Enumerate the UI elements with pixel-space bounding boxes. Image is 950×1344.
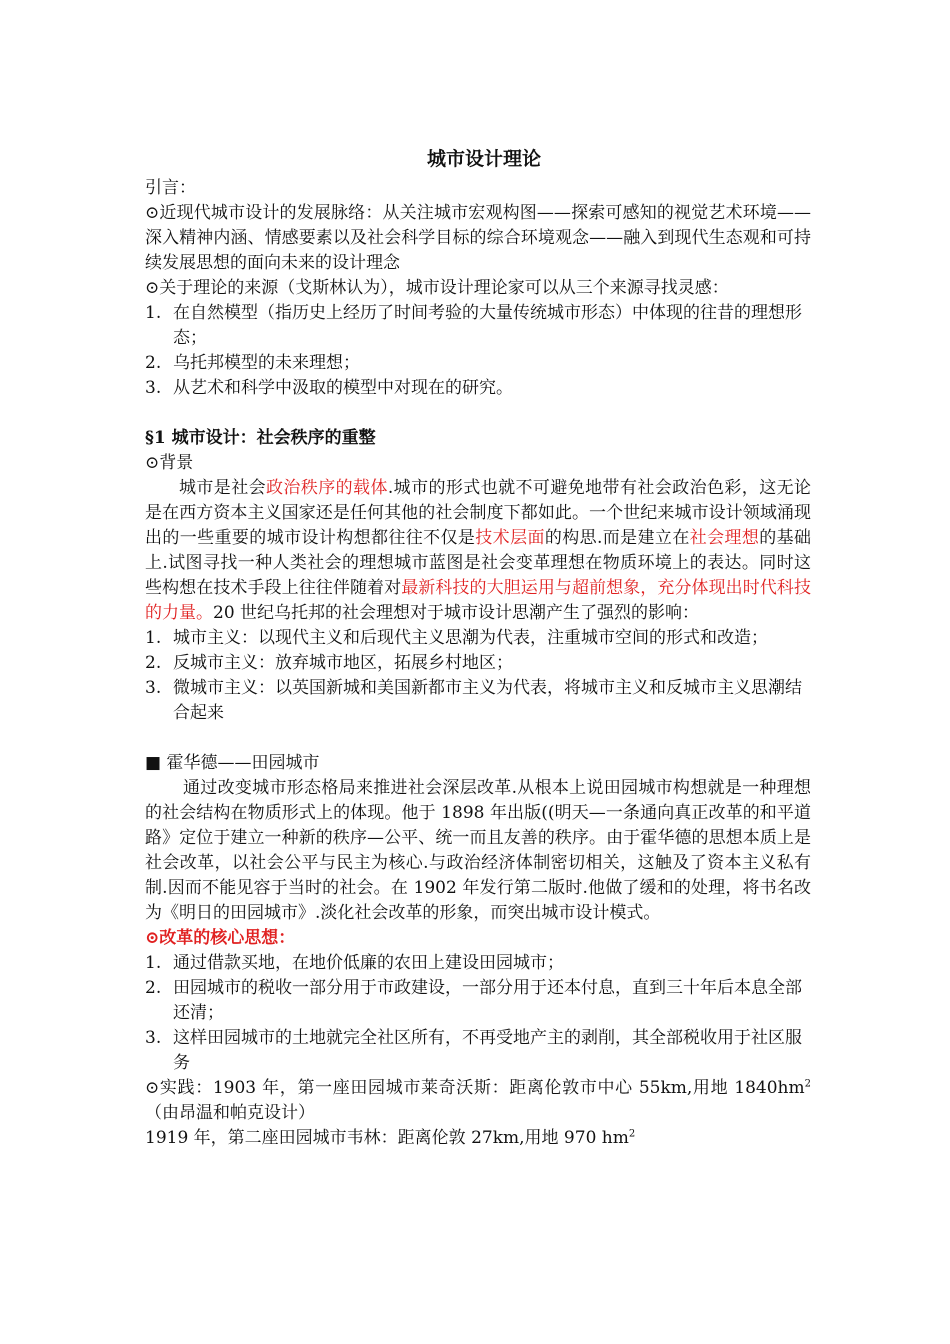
core-ideas-label: ⊙改革的核心思想： [145, 928, 296, 948]
section-1-list [145, 626, 811, 726]
list-item [145, 951, 811, 976]
text-run: 城市是社会 [179, 478, 267, 498]
text-run: （由昂温和帕克设计） [145, 1103, 315, 1123]
list-number: 1. [145, 628, 162, 648]
page-title: 城市设计理论 [426, 148, 541, 170]
list-text: 在自然模型（指历史上经历了时间考验的大量传统城市形态）中体现的往昔的理想形态； [173, 303, 802, 348]
list-item [145, 976, 811, 1026]
list-text: 这样田园城市的土地就完全社区所有，不再受地产主的剥削，其全部税收用于社区服务 [173, 1028, 802, 1073]
list-text: 微城市主义：以英国新城和美国新都市主义为代表，将城市主义和反城市主义思潮结合起来 [173, 678, 802, 723]
list-text: 乌托邦模型的未来理想； [173, 353, 360, 373]
list-number: 3. [145, 678, 162, 698]
core-ideas-list [145, 951, 811, 1076]
section-1-heading: §1 城市设计：社会秩序的重整 [145, 428, 376, 448]
background-paragraph [145, 476, 811, 626]
list-item [145, 351, 811, 376]
highlight-text: 政治秩序的载体 [266, 478, 388, 498]
list-number: 1. [145, 953, 162, 973]
text-run: 20 世纪乌托邦的社会理想对于城市设计思潮产生了强烈的影响： [213, 603, 700, 623]
list-number: 3. [145, 378, 162, 398]
list-number: 2. [145, 353, 162, 373]
list-item [145, 1026, 811, 1076]
list-number: 2. [145, 653, 162, 673]
list-number: 3. [145, 1028, 162, 1048]
text-run: 1919 年，第二座田园城市韦林：距离伦敦 27km,用地 970 hm [145, 1128, 629, 1148]
list-item [145, 626, 811, 651]
practice-line-2 [145, 1126, 811, 1151]
highlight-text: 社会理想 [689, 528, 760, 548]
list-item [145, 376, 811, 401]
intro-paragraph-2: ⊙关于理论的来源（戈斯林认为），城市设计理论家可以从三个来源寻找灵感： [145, 278, 729, 298]
list-number: 2. [145, 978, 162, 998]
background-label: ⊙背景 [145, 453, 194, 473]
list-item [145, 301, 811, 351]
practice-line-1 [145, 1076, 811, 1126]
howard-heading: ■ 霍华德——田园城市 [145, 753, 320, 773]
list-item [145, 676, 811, 726]
intro-label: 引言： [145, 178, 196, 198]
highlight-text: 最新科技的大胆运用与超前想象，充分体现出时代科技的力量。 [145, 578, 812, 623]
list-text: 从艺术和科学中汲取的模型中对现在的研究。 [173, 378, 513, 398]
list-item [145, 651, 811, 676]
document-body [145, 146, 811, 1151]
list-text: 城市主义：以现代主义和后现代主义思潮为代表，注重城市空间的形式和改造； [173, 628, 768, 648]
list-text: 田园城市的税收一部分用于市政建设，一部分用于还本付息，直到三十年后本息全部还清； [173, 978, 802, 1023]
list-number: 1. [145, 303, 162, 323]
highlight-text: 技术层面 [475, 528, 545, 548]
text-run: .城市的形式也就不可避免地带有社会政治色彩，这无论是在西方资本主义国家还是任何其他的社会制度下都如此。一个世纪来城市设计领域涌现出的一些重要的城市设计构想都往往不仅是 [145, 478, 812, 548]
text-run: 的基础上.试图寻找一种人类社会的理想城市蓝图是社会变革理想在物质环境上的表达。同时这些构想在技术手段上往往伴随着对 [145, 528, 812, 598]
intro-list [145, 301, 811, 401]
text-run: ⊙实践：1903 年，第一座田园城市莱奇沃斯：距离伦敦市中心 55km,用地 1840hm [145, 1078, 805, 1098]
list-text: 通过借款买地，在地价低廉的农田上建设田园城市； [173, 953, 564, 973]
spacer [145, 401, 811, 426]
intro-paragraph-1: ⊙近现代城市设计的发展脉络：从关注城市宏观构图——探索可感知的视觉艺术环境——深入精神内涵、情感要素以及社会科学目标的综合环境观念——融入到现代生态观和可持续发展思想的面向未来的设计理念 [145, 203, 811, 273]
superscript: 2 [628, 1128, 636, 1140]
superscript: 2 [804, 1078, 811, 1090]
howard-paragraph: 通过改变城市形态格局来推进社会深层改革.从根本上说田园城市构想就是一种理想的社会结构在物质形式上的体现。他于 1898 年出版((明天—一条通向真正改革的和平道路》定位于建立一种新的秩序—公平、统一而且友善的秩序。由于霍华德的思想本质上是社会改革，以社会公平与民主为核心.与政治经济体制密切相关，这触及了资本主义私有制.因而不能见容于当时的社会。在 1902 年发行第二版时.他做了缓和的处理，将书名改为《明日的田园城市》.淡化社会改革的形象，而突出城市设计模式。 [145, 778, 811, 923]
spacer [145, 726, 811, 751]
text-run: 的构思.而是建立在 [544, 528, 690, 548]
list-text: 反城市主义：放弃城市地区，拓展乡村地区； [173, 653, 513, 673]
